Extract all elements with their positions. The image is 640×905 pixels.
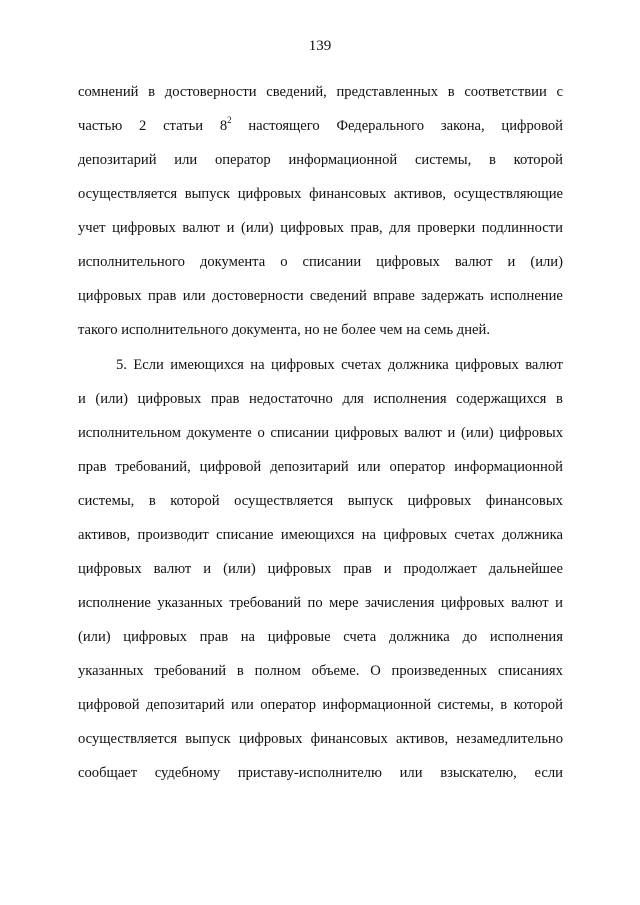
word: если	[534, 765, 563, 781]
word: активов,	[393, 186, 447, 202]
text-line	[78, 348, 563, 382]
text-line	[78, 143, 563, 177]
word: недостаточно	[248, 391, 333, 407]
word: и	[447, 425, 456, 441]
word: указанных	[78, 663, 144, 679]
word: цифровой	[78, 697, 140, 713]
text-line	[78, 688, 563, 722]
word: цифровых	[440, 595, 505, 611]
word: требований,	[115, 459, 191, 475]
word: депозитарий	[270, 459, 349, 475]
word: для	[342, 391, 364, 407]
word: в	[500, 697, 508, 713]
word: (или)	[78, 629, 111, 645]
word: выпуск	[347, 493, 394, 509]
word: исполнения	[489, 629, 563, 645]
word: и	[383, 561, 392, 577]
word: валют	[404, 425, 442, 441]
word: осуществляющие	[453, 186, 563, 202]
word: документе	[186, 425, 252, 441]
word: в	[148, 493, 156, 509]
word: и	[78, 391, 86, 407]
text-line	[78, 620, 563, 654]
word: прав	[78, 459, 107, 475]
text-line	[78, 552, 563, 586]
word: цифровых	[455, 357, 519, 373]
word: финансовых	[309, 186, 387, 202]
text-line	[78, 450, 563, 484]
text-line	[78, 109, 563, 143]
word: настоящего	[248, 118, 320, 134]
word: дальнейшее	[488, 561, 563, 577]
word: системы,	[78, 493, 135, 509]
word: оператор	[214, 152, 271, 168]
word: которой	[513, 152, 563, 168]
word: активов,	[78, 527, 131, 543]
word: (или)	[95, 391, 129, 407]
word: цифровых	[270, 357, 335, 373]
word: или	[230, 697, 254, 713]
word: валют	[525, 357, 563, 373]
word: частью	[78, 118, 123, 134]
text-line	[78, 382, 563, 416]
word: счетах	[454, 527, 495, 543]
word: которой	[170, 493, 220, 509]
word: счета	[343, 629, 377, 645]
word: цифровых	[383, 527, 448, 543]
word: валют	[182, 220, 221, 236]
word: имеющихся	[170, 357, 244, 373]
word: валют	[511, 595, 549, 611]
word: цифровых	[499, 425, 563, 441]
word: сообщает	[78, 765, 138, 781]
word: для	[389, 220, 411, 236]
word: списании	[270, 425, 330, 441]
word: исполнения	[373, 391, 447, 407]
word: системы,	[414, 152, 472, 168]
text-line	[78, 518, 563, 552]
word: на	[240, 629, 256, 645]
word: О	[370, 663, 381, 679]
word: системы,	[437, 697, 494, 713]
word: содержащихся	[456, 391, 547, 407]
word: счетах	[341, 357, 382, 373]
text-line	[78, 177, 563, 211]
text-line	[78, 416, 563, 450]
word: цифровых	[237, 186, 302, 202]
word: в	[555, 391, 563, 407]
word: прав	[343, 561, 372, 577]
word: вправе	[373, 288, 415, 304]
word: незамедлительно	[456, 731, 563, 747]
word: представленных	[336, 84, 439, 100]
word: и	[226, 220, 235, 236]
word: произведенных	[391, 663, 488, 679]
word: цифровых	[267, 561, 332, 577]
word: проверки	[417, 220, 476, 236]
word: производит	[137, 527, 209, 543]
word: цифровой	[501, 118, 563, 134]
word: Если	[133, 357, 164, 373]
word: или	[357, 459, 381, 475]
word: исполнительного	[78, 254, 185, 270]
word: исполнение	[78, 595, 151, 611]
word: или	[399, 765, 423, 781]
word: прав,	[350, 220, 383, 236]
word: такого исполнительного документа, но не более чем на семь дней.	[78, 322, 490, 338]
word: цифровых	[376, 254, 440, 270]
word: цифровых	[123, 629, 187, 645]
word: выпуск	[185, 731, 231, 747]
word: списаниях	[498, 663, 563, 679]
text-line	[78, 75, 563, 109]
word: (или)	[223, 561, 256, 577]
word: и	[203, 561, 212, 577]
word: информационной	[322, 697, 432, 713]
word: осуществляется	[234, 493, 334, 509]
word: цифровых	[238, 731, 303, 747]
word: объеме.	[311, 663, 360, 679]
word: или	[182, 288, 206, 304]
word: о	[280, 254, 288, 270]
word: оператор	[260, 697, 317, 713]
word: в	[148, 84, 156, 100]
word: депозитарий	[145, 697, 225, 713]
word: прав	[147, 288, 177, 304]
word: должника	[502, 527, 563, 543]
text-line	[78, 313, 563, 347]
word: задержать	[421, 288, 484, 304]
word: документа	[199, 254, 266, 270]
word: должника	[388, 629, 450, 645]
word: с	[556, 84, 563, 100]
word: зачисления	[365, 595, 435, 611]
word: достоверности	[211, 288, 304, 304]
word: и	[555, 595, 563, 611]
word: требований	[154, 663, 227, 679]
word: и	[507, 254, 516, 270]
text-line	[78, 245, 563, 279]
word: требований	[229, 595, 302, 611]
word: сведений,	[266, 84, 327, 100]
word: приставу-исполнителю	[237, 765, 382, 781]
word: депозитарий	[78, 152, 157, 168]
word: активов,	[395, 731, 449, 747]
word: учет	[78, 220, 106, 236]
superscript: 2	[227, 115, 232, 125]
word: на	[250, 357, 265, 373]
word: цифровой	[199, 459, 262, 475]
word: соответствии	[464, 84, 547, 100]
word: судебному	[154, 765, 221, 781]
word: исполнение	[490, 288, 563, 304]
word: валют	[153, 561, 192, 577]
word: 5.	[116, 357, 127, 373]
word: (или)	[241, 220, 274, 236]
word: списание	[216, 527, 274, 543]
word: цифровых	[78, 288, 142, 304]
word: продолжает	[403, 561, 477, 577]
word: взыскателю,	[440, 765, 517, 781]
word: цифровых	[334, 425, 399, 441]
word: сомнений	[78, 84, 139, 100]
word: списании	[302, 254, 362, 270]
word: до	[462, 629, 478, 645]
word: прав	[199, 629, 229, 645]
word: указанных	[157, 595, 223, 611]
page-number: 139	[308, 38, 332, 54]
word: полном	[254, 663, 301, 679]
word: должника	[387, 357, 449, 373]
word: оператор	[389, 459, 446, 475]
word: информационной	[454, 459, 563, 475]
word: в	[447, 84, 455, 100]
word: в	[489, 152, 496, 168]
text-line	[78, 654, 563, 688]
word: финансовых	[485, 493, 563, 509]
word: в	[236, 663, 244, 679]
text-line	[78, 586, 563, 620]
word: прав	[210, 391, 240, 407]
word: финансовых	[310, 731, 388, 747]
word: цифровых	[280, 220, 344, 236]
word: цифровых	[137, 391, 202, 407]
word: исполнительном	[78, 425, 181, 441]
word: $8^2$	[219, 115, 232, 134]
text-line	[78, 756, 563, 790]
word: о	[257, 425, 265, 441]
word: осуществляется	[78, 186, 178, 202]
word: или	[174, 152, 198, 168]
word: подлинности	[481, 220, 563, 236]
word: (или)	[530, 254, 563, 270]
word: цифровых	[407, 493, 472, 509]
document-body	[78, 75, 563, 790]
word: статьи	[163, 118, 204, 134]
word: цифровые	[267, 629, 331, 645]
word: мере	[329, 595, 359, 611]
paragraph-1	[78, 75, 563, 347]
word: по	[307, 595, 323, 611]
paragraph-2	[78, 348, 563, 790]
word: закона,	[440, 118, 485, 134]
word: цифровых	[78, 561, 142, 577]
word: имеющихся	[280, 527, 355, 543]
word: (или)	[461, 425, 494, 441]
word: Федерального	[336, 118, 425, 134]
text-line	[78, 484, 563, 518]
word: цифровых	[112, 220, 176, 236]
word: достоверности	[164, 84, 257, 100]
text-line	[78, 722, 563, 756]
text-line	[78, 211, 563, 245]
word: сведений	[309, 288, 367, 304]
word: информационной	[288, 152, 398, 168]
word: валют	[454, 254, 493, 270]
word: на	[361, 527, 377, 543]
word: которой	[513, 697, 563, 713]
word: 2	[139, 118, 147, 134]
text-line	[78, 279, 563, 313]
word: выпуск	[184, 186, 231, 202]
word: осуществляется	[78, 731, 178, 747]
